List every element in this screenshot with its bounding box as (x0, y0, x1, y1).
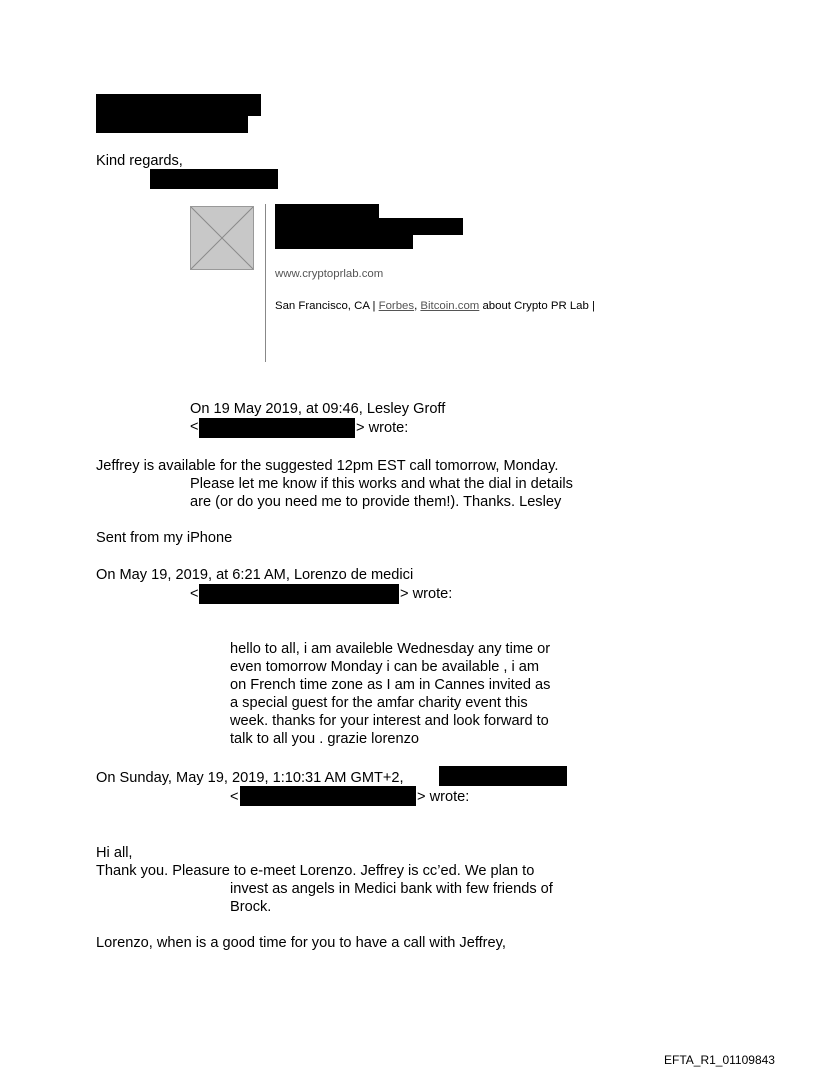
redaction-block (240, 786, 416, 806)
msg1-body-line: are (or do you need me to provide them!). Thanks. Lesley (190, 494, 562, 510)
msg2-lt: < (190, 586, 199, 602)
signature-location-line (275, 299, 595, 313)
signature-location: San Francisco, CA | (275, 300, 379, 312)
msg3-body-line: Thank you. Pleasure to e-meet Lorenzo. Jeffrey is cc’ed. We plan to (96, 863, 535, 879)
signature-website: www.cryptoprlab.com (275, 268, 384, 280)
redaction-block (96, 114, 248, 133)
msg3-body-line: invest as angels in Medici bank with few friends of (230, 881, 553, 897)
redaction-block (439, 766, 567, 786)
msg2-header: On May 19, 2019, at 6:21 AM, Lorenzo de medici (96, 567, 414, 583)
msg3-wrote: > wrote: (417, 789, 470, 805)
msg2-body-line: on French time zone as I am in Cannes invited as (230, 677, 551, 693)
msg2-body-line: even tomorrow Monday i can be available , i am (230, 659, 540, 675)
msg1-header: On 19 May 2019, at 09:46, Lesley Groff (190, 401, 446, 417)
msg1-body-line: Please let me know if this works and what the dial in details (190, 476, 573, 492)
msg2-body-line: week. thanks for your interest and look forward to (230, 713, 549, 729)
redaction-block (275, 234, 413, 249)
signature-divider (265, 204, 266, 362)
separator: , (414, 300, 421, 312)
redaction-block (199, 584, 399, 604)
closing-text: Kind regards, (96, 153, 183, 169)
broken-image-placeholder (190, 206, 254, 270)
msg3-lt: < (230, 789, 239, 805)
document-id: EFTA_R1_01109843 (664, 1053, 775, 1067)
signature-about: about Crypto PR Lab | (479, 300, 595, 312)
bitcoin-link[interactable]: Bitcoin.com (420, 300, 480, 312)
redaction-block (96, 94, 261, 116)
msg1-lt: < (190, 419, 199, 435)
msg3-closing-line: Lorenzo, when is a good time for you to have a call with Jeffrey, (96, 935, 506, 951)
sent-from-text: Sent from my iPhone (96, 530, 233, 546)
redaction-block (275, 218, 463, 235)
forbes-link[interactable]: Forbes (378, 300, 415, 312)
msg1-wrote: > wrote: (356, 420, 409, 436)
redaction-block (150, 169, 278, 189)
msg3-header: On Sunday, May 19, 2019, 1:10:31 AM GMT+2, (96, 770, 404, 786)
msg2-body-line: hello to all, i am availeble Wednesday any time or (230, 641, 551, 657)
msg1-body-line: Jeffrey is available for the suggested 12pm EST call tomorrow, Monday. (96, 458, 559, 474)
redaction-block (199, 418, 355, 438)
msg2-body-line: talk to all you . grazie lorenzo (230, 731, 420, 747)
msg2-wrote: > wrote: (400, 586, 453, 602)
msg3-body-line: Brock. (230, 899, 272, 915)
msg3-greeting: Hi all, (96, 845, 133, 861)
msg2-body-line: a special guest for the amfar charity event this (230, 695, 528, 711)
